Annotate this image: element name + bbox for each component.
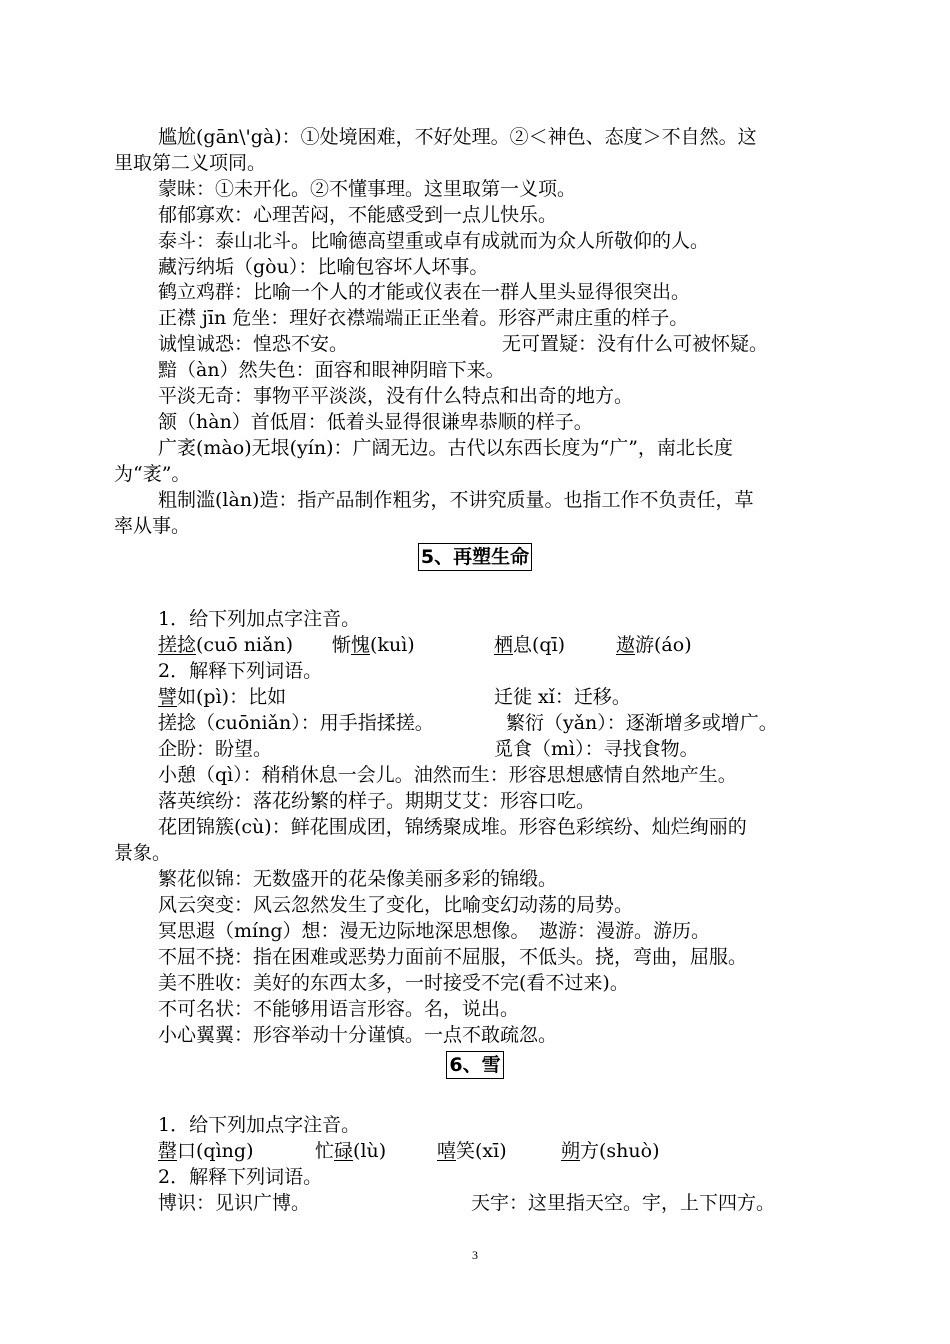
definition-right: 迁徙 xǐ：迁移。 (494, 686, 631, 708)
definition-line: 蒙昧：①未开化。②不懂事理。这里取第一义项。 (158, 178, 577, 200)
definition-line: 尴尬(gān\'gà)：①处境困难，不好处理。②＜神色、态度＞不自然。这 (158, 126, 757, 148)
definition-line: 风云突变：风云忽然发生了变化，比喻变幻动荡的局势。 (158, 894, 634, 916)
pinyin-item: 忙碌(lù) (315, 1140, 387, 1162)
definition-line: 美不胜收：美好的东西太多，一时接受不完(看不过来)。 (158, 972, 629, 994)
section-title: 6、雪 (446, 1051, 503, 1079)
pinyin-item: 搓捻(cuō niǎn) (158, 634, 294, 656)
definition-right: 天宇：这里指天空。宇，上下四方。 (471, 1192, 776, 1214)
pinyin-row (0, 1138, 950, 1164)
definition-line: 藏污纳垢（gòu）：比喻包容坏人坏事。 (158, 256, 489, 278)
definition-pair-line (0, 684, 950, 710)
definition-left: 企盼：盼望。 (158, 738, 273, 760)
section-title: 5、再塑生命 (418, 543, 532, 571)
question-line: 2．解释下列词语。 (158, 1166, 323, 1188)
question-line: 1．给下列加点字注音。 (158, 1114, 361, 1136)
definition-left: 譬如(pì)：比如 (158, 686, 287, 708)
pinyin-item: 罄口(qìng) (158, 1140, 254, 1162)
definition-line: 郁郁寡欢：心理苦闷，不能感受到一点儿快乐。 (158, 204, 558, 226)
definition-left: 博识：见识广博。 (158, 1192, 311, 1214)
page-number: 3 (472, 1248, 478, 1262)
definition-line: 不屈不挠：指在困难或恶势力面前不屈服，不低头。挠，弯曲，屈服。 (158, 946, 748, 968)
pinyin-item: 遨游(áo) (616, 634, 692, 656)
definition-line: 颔（hàn）首低眉：低着头显得很谦卑恭顺的样子。 (158, 411, 593, 433)
definition-line: 粗制滥(làn)造：指产品制作粗劣，不讲究质量。也指工作不负责任，草 (158, 489, 754, 511)
definition-line: 平淡无奇：事物平平淡淡，没有什么特点和出奇的地方。 (158, 385, 634, 407)
question-line: 1．给下列加点字注音。 (158, 608, 361, 630)
definition-line: 黯（àn）然失色：面容和眼神阴暗下来。 (158, 359, 505, 381)
definition-left: 诚惶诚恐：惶恐不安。 (158, 333, 349, 355)
pinyin-item: 嘻笑(xī) (437, 1140, 507, 1162)
definition-line: 率从事。 (114, 515, 191, 537)
definition-pair-line (0, 710, 950, 736)
definition-line: 泰斗：泰山北斗。比喻德高望重或卓有成就而为众人所敬仰的人。 (158, 230, 710, 252)
pinyin-item: 栖息(qī) (494, 634, 566, 656)
pinyin-row (0, 632, 950, 658)
definition-left: 搓捻（cuōniǎn）：用手指揉搓。 (158, 712, 434, 734)
definition-right: 觅食（mì）：寻找食物。 (494, 738, 699, 760)
definition-line: 正襟 jīn 危坐：理好衣襟端端正正坐着。形容严肃庄重的样子。 (158, 307, 689, 329)
section-heading (0, 543, 950, 571)
definition-line: 为“袤”。 (114, 463, 191, 485)
definition-line: 广袤(mào)无垠(yín)：广阔无边。古代以东西长度为“广”，南北长度 (158, 437, 733, 459)
definition-line: 小憩（qì）：稍稍休息一会儿。油然而生：形容思想感情自然地产生。 (158, 764, 737, 786)
definition-line: 里取第二义项同。 (114, 152, 267, 174)
definition-line: 落英缤纷：落花纷繁的样子。期期艾艾：形容口吃。 (158, 790, 596, 812)
pinyin-item: 朔方(shuò) (561, 1140, 660, 1162)
definition-pair-line (0, 331, 950, 357)
pinyin-item: 惭愧(kuì) (332, 634, 415, 656)
section-heading (0, 1051, 950, 1079)
definition-line: 冥思遐（míng）想：漫无边际地深思想像。 遨游：漫游。游历。 (158, 920, 710, 942)
question-line: 2．解释下列词语。 (158, 660, 323, 682)
definition-line: 小心翼翼：形容举动十分谨慎。一点不敢疏忽。 (158, 1024, 558, 1046)
definition-pair-line (0, 1190, 950, 1216)
definition-line: 鹤立鸡群：比喻一个人的才能或仪表在一群人里头显得很突出。 (158, 281, 691, 303)
definition-line: 景象。 (114, 842, 172, 864)
definition-pair-line (0, 736, 950, 762)
definition-right: 无可置疑：没有什么可被怀疑。 (502, 333, 769, 355)
definition-line: 不可名状：不能够用语言形容。名，说出。 (158, 998, 520, 1020)
definition-right: 繁衍（yǎn）：逐渐增多或增广。 (506, 712, 778, 734)
definition-line: 花团锦簇(cù)：鲜花围成团，锦绣聚成堆。形容色彩缤纷、灿烂绚丽的 (158, 816, 747, 838)
definition-line: 繁花似锦：无数盛开的花朵像美丽多彩的锦缎。 (158, 868, 558, 890)
